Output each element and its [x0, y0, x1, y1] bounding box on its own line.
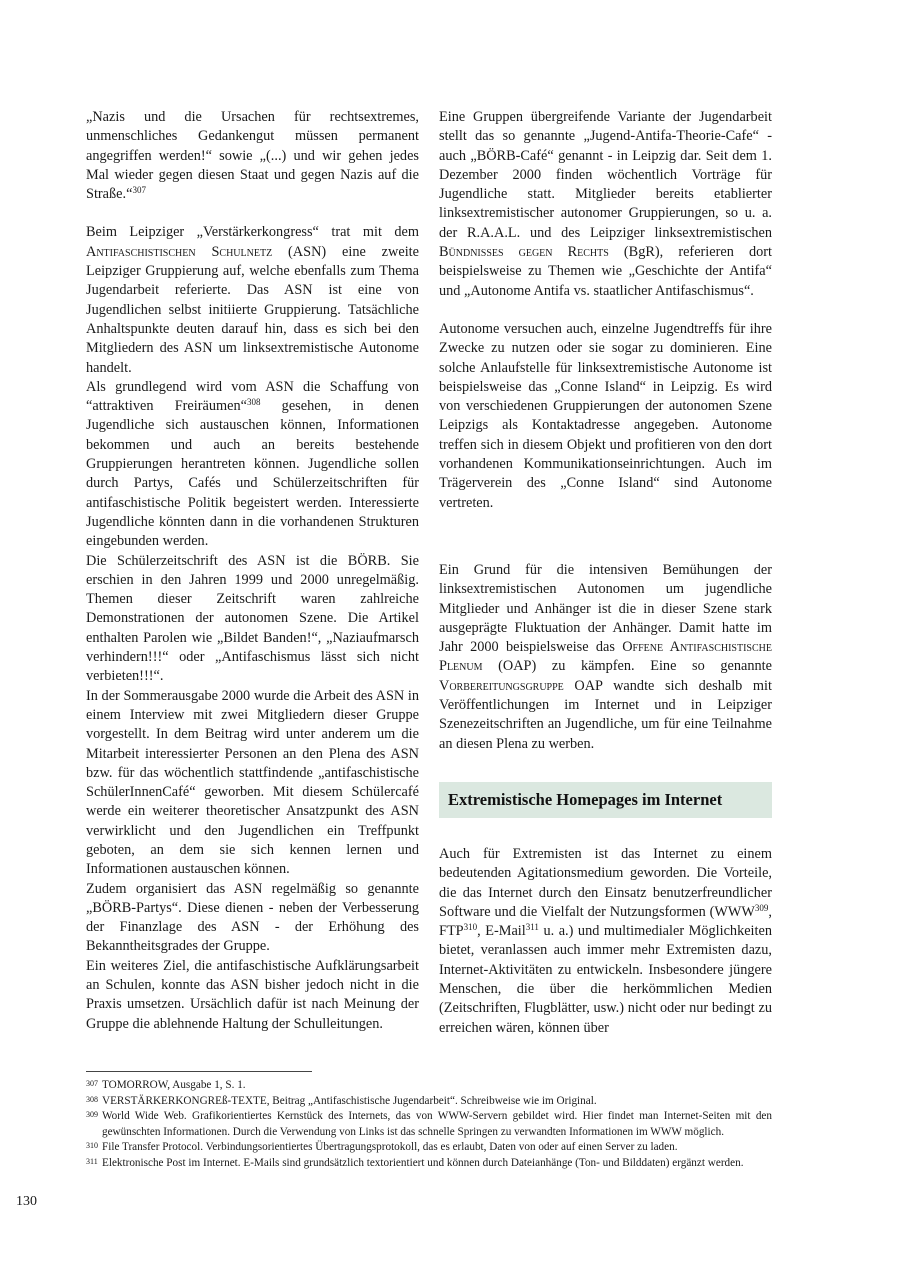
footnote-ref[interactable]: 309: [754, 902, 769, 913]
footnotes: [86, 1078, 772, 1172]
footnote: 309 World Wide Web. Grafikorientiertes Kernstück des Internets, das von WWW-Servern gebildet wird. Hier findet man Internet-Seiten mit den gewünschten Informationen. Durch die Verwendung von Links ist das schnelle Springen zu verwandten Informationen im WWW möglich.: [86, 1110, 772, 1138]
footnote-number: 307: [86, 1079, 98, 1088]
footnote-number: 308: [86, 1094, 98, 1104]
footnote: 311 Elektronische Post im Internet. E-Mails sind grundsätzlich textorientiert und können durch Dateianhänge (Ton- und Bilddaten) ergänzt werden.: [86, 1156, 744, 1169]
organization-name: Bündnisses gegen Rechts: [439, 244, 609, 261]
section-heading: Extremistische Homepages im Internet: [439, 782, 772, 818]
page-number: 130: [16, 1194, 37, 1209]
paragraph: Zudem organisiert das ASN regelmäßig so genannte „BÖRB-Partys“. Diese dienen - neben der Verbesserung der Finanzlage des ASN - der Erhöhung des Bekanntheitsgrades der Gruppe.: [86, 880, 419, 955]
footnote: 310 File Transfer Protocol. Verbindungsorientiertes Übertragungsprotokoll, das es erlaubt, Daten von oder auf einen Server zu laden.: [86, 1141, 678, 1154]
organization-name: Vorbereitungsgruppe: [439, 677, 564, 694]
left-column: [86, 108, 419, 1034]
paragraph: Die Schülerzeitschrift des ASN ist die BÖRB. Sie erschien in den Jahren 1999 und 2000 unregelmäßig. Themen dieser Zeitschrift waren zahlreiche Demonstrationen der autonomen Szene. Die Artikel enthalten Parolen wie „Bildet Banden!“, „Naziaufmarsch verhindern!!!“ oder „Antifaschismus lässt sich nicht verbieten!!!“.: [86, 552, 419, 685]
right-column: [439, 108, 772, 1038]
footnote-ref[interactable]: 310: [463, 922, 478, 933]
footnote-number: 310: [86, 1141, 98, 1151]
paragraph: Autonome versuchen auch, einzelne Jugendtreffs für ihre Zwecke zu nutzen oder sie sogar zu dominieren. Eine solche Anlaufstelle für linksextremistische Autonome ist beispielsweise das „Conne Island“ in Leipzig. Es wird von verschiedenen Gruppierungen der autonomen Szene Leipzigs als Kontaktadresse angegeben. Autonome treffen sich in diesem Objekt und profitieren von den dort vorhandenen Kommunikationseinrichtungen. Auch im Trägerverein des „Conne Island“ sind Autonome vertreten.: [439, 320, 772, 511]
paragraph: In der Sommerausgabe 2000 wurde die Arbeit des ASN in einem Interview mit zwei Mitgliedern dieser Gruppe vorgestellt. In dem Beitrag wird unter anderem um die Mitarbeit interessierter Personen an den Plena des ASN bzw. für das wöchentlich stattfindende „antifaschistische SchülerInnenCafé“ geworben. Mit diesem Schülercafé werde ein weiterer theoretischer Ansatzpunkt des ASN verwirklicht und den Jugendlichen ein Treffpunkt geboten, an dem sie sich kennen lernen und Informationen austauschen können.: [86, 687, 419, 878]
footnote-divider: [86, 1071, 312, 1072]
paragraph: Eine Gruppen übergreifende Variante der Jugendarbeit stellt das so genannte „Jugend-Antifa-Theorie-Cafe“ - auch „BÖRB-Café“ genannt - in Leipzig dar. Seit dem 1. Dezember 2000 finden wöchentlich Vorträge für Jugendliche statt. Mitglieder bereits etablierter linksextremistischer autonomer Gruppierungen, so u. a. der R.A.A.L. und des Leipziger linksextremistischen Bündnisses gegen Rechts (BgR), referieren dort beispielsweise zu Themen wie „Geschichte der Antifa“ und „Autonome Antifa vs. staatlicher Antifaschismus“.: [439, 109, 772, 299]
footnote-ref[interactable]: 307: [132, 185, 146, 196]
paragraph: Ein weiteres Ziel, die antifaschistische Aufklärungsarbeit an Schulen, konnte das ASN bisher jedoch nicht in die Praxis umsetzen. Ursächlich dafür ist nach Meinung der Gruppe die ablehnende Haltung der Schulleitungen.: [86, 957, 419, 1032]
paragraph: Ein Grund für die intensiven Bemühungen der linksextremistischen Autonomen um jugendliche Mitglieder und Anhänger ist die in dieser Szene stark ausgeprägte Fluktuation der Anhänger. Damit hatte im Jahr 2000 beispielsweise das Offene Antifaschistische Plenum (OAP) zu kämpfen. Eine so genannte Vorbereitungsgruppe OAP wandte sich deshalb mit Veröffentlichungen im Internet und in Leipziger Szenezeitschriften an Jugendliche, um für eine Teilnahme an diesen Plena zu werben.: [439, 561, 772, 752]
footnote: 307 TOMORROW, Ausgabe 1, S. 1.: [86, 1079, 246, 1091]
footnote-number: 309: [86, 1110, 98, 1120]
footnote-ref[interactable]: 308: [246, 397, 261, 408]
paragraph: Als grundlegend wird vom ASN die Schaffung von “attraktiven Freiräumen“$^{308}$ gesehen, in denen Jugendliche sich austauschen können, Informationen bekommen und auch an bereits bestehende Gruppierungen herantreten können. Jugendliche sollen durch Partys, Cafés und Schülerzeitschriften für antifaschistische Politik begeistert werden. Interessierte Jugendliche könnten dann in die vorhandenen Strukturen eingebunden werden.: [86, 378, 419, 550]
organization-name: Antifaschistischen Schulnetz: [86, 243, 273, 260]
footnote-ref[interactable]: 311: [525, 922, 539, 933]
footnote-number: 311: [86, 1156, 98, 1166]
organization-name: Offene Antifaschistische Plenum: [439, 639, 772, 675]
paragraph: Beim Leipziger „Verstärkerkongress“ trat mit dem Antifaschistischen Schulnetz (ASN) eine zweite Leipziger Gruppierung auf, welche ebenfalls zum Thema Jugendarbeit referierte. Das ASN ist eine von Jugendlichen selbst initiierte Gruppierung. Tatsächliche Anhaltspunkte deuten darauf hin, dass es sich bei den Mitgliedern des ASN um linksextremistische Autonome handelt.: [86, 224, 419, 376]
paragraph: „Nazis und die Ursachen für rechtsextremes, unmenschliches Gedankengut müssen permanent angegriffen werden!“ sowie „(...) und wir gehen jedes Mal wieder gegen diesen Staat und gegen Nazis auf die Straße.“$^{307}$: [86, 109, 419, 203]
footnote: 308 VERSTÄRKERKONGREß-TEXTE, Beitrag „Antifaschistische Jugendarbeit“. Schreibweise wie im Original.: [86, 1094, 597, 1107]
paragraph: Auch für Extremisten ist das Internet zu einem bedeutenden Agitationsmedium geworden. Die Vorteile, die das Internet durch den Einsatz benutzerfreundlicher Software und die Vielfalt der Nutzungsformen (WWW$^{309}$, FTP$^{310}$, E-Mail$^{311}$ u. a.) und multimedialer Möglichkeiten bietet, veranlassen auch immer mehr Extremisten dazu, Internet-Aktivitäten zu entwickeln. Insbesondere jüngere Menschen, die über die herkömmlichen Medien (Zeitschriften, Flugblätter, usw.) nicht oder nur bedingt zu erreichen wären, können über: [439, 845, 772, 1036]
